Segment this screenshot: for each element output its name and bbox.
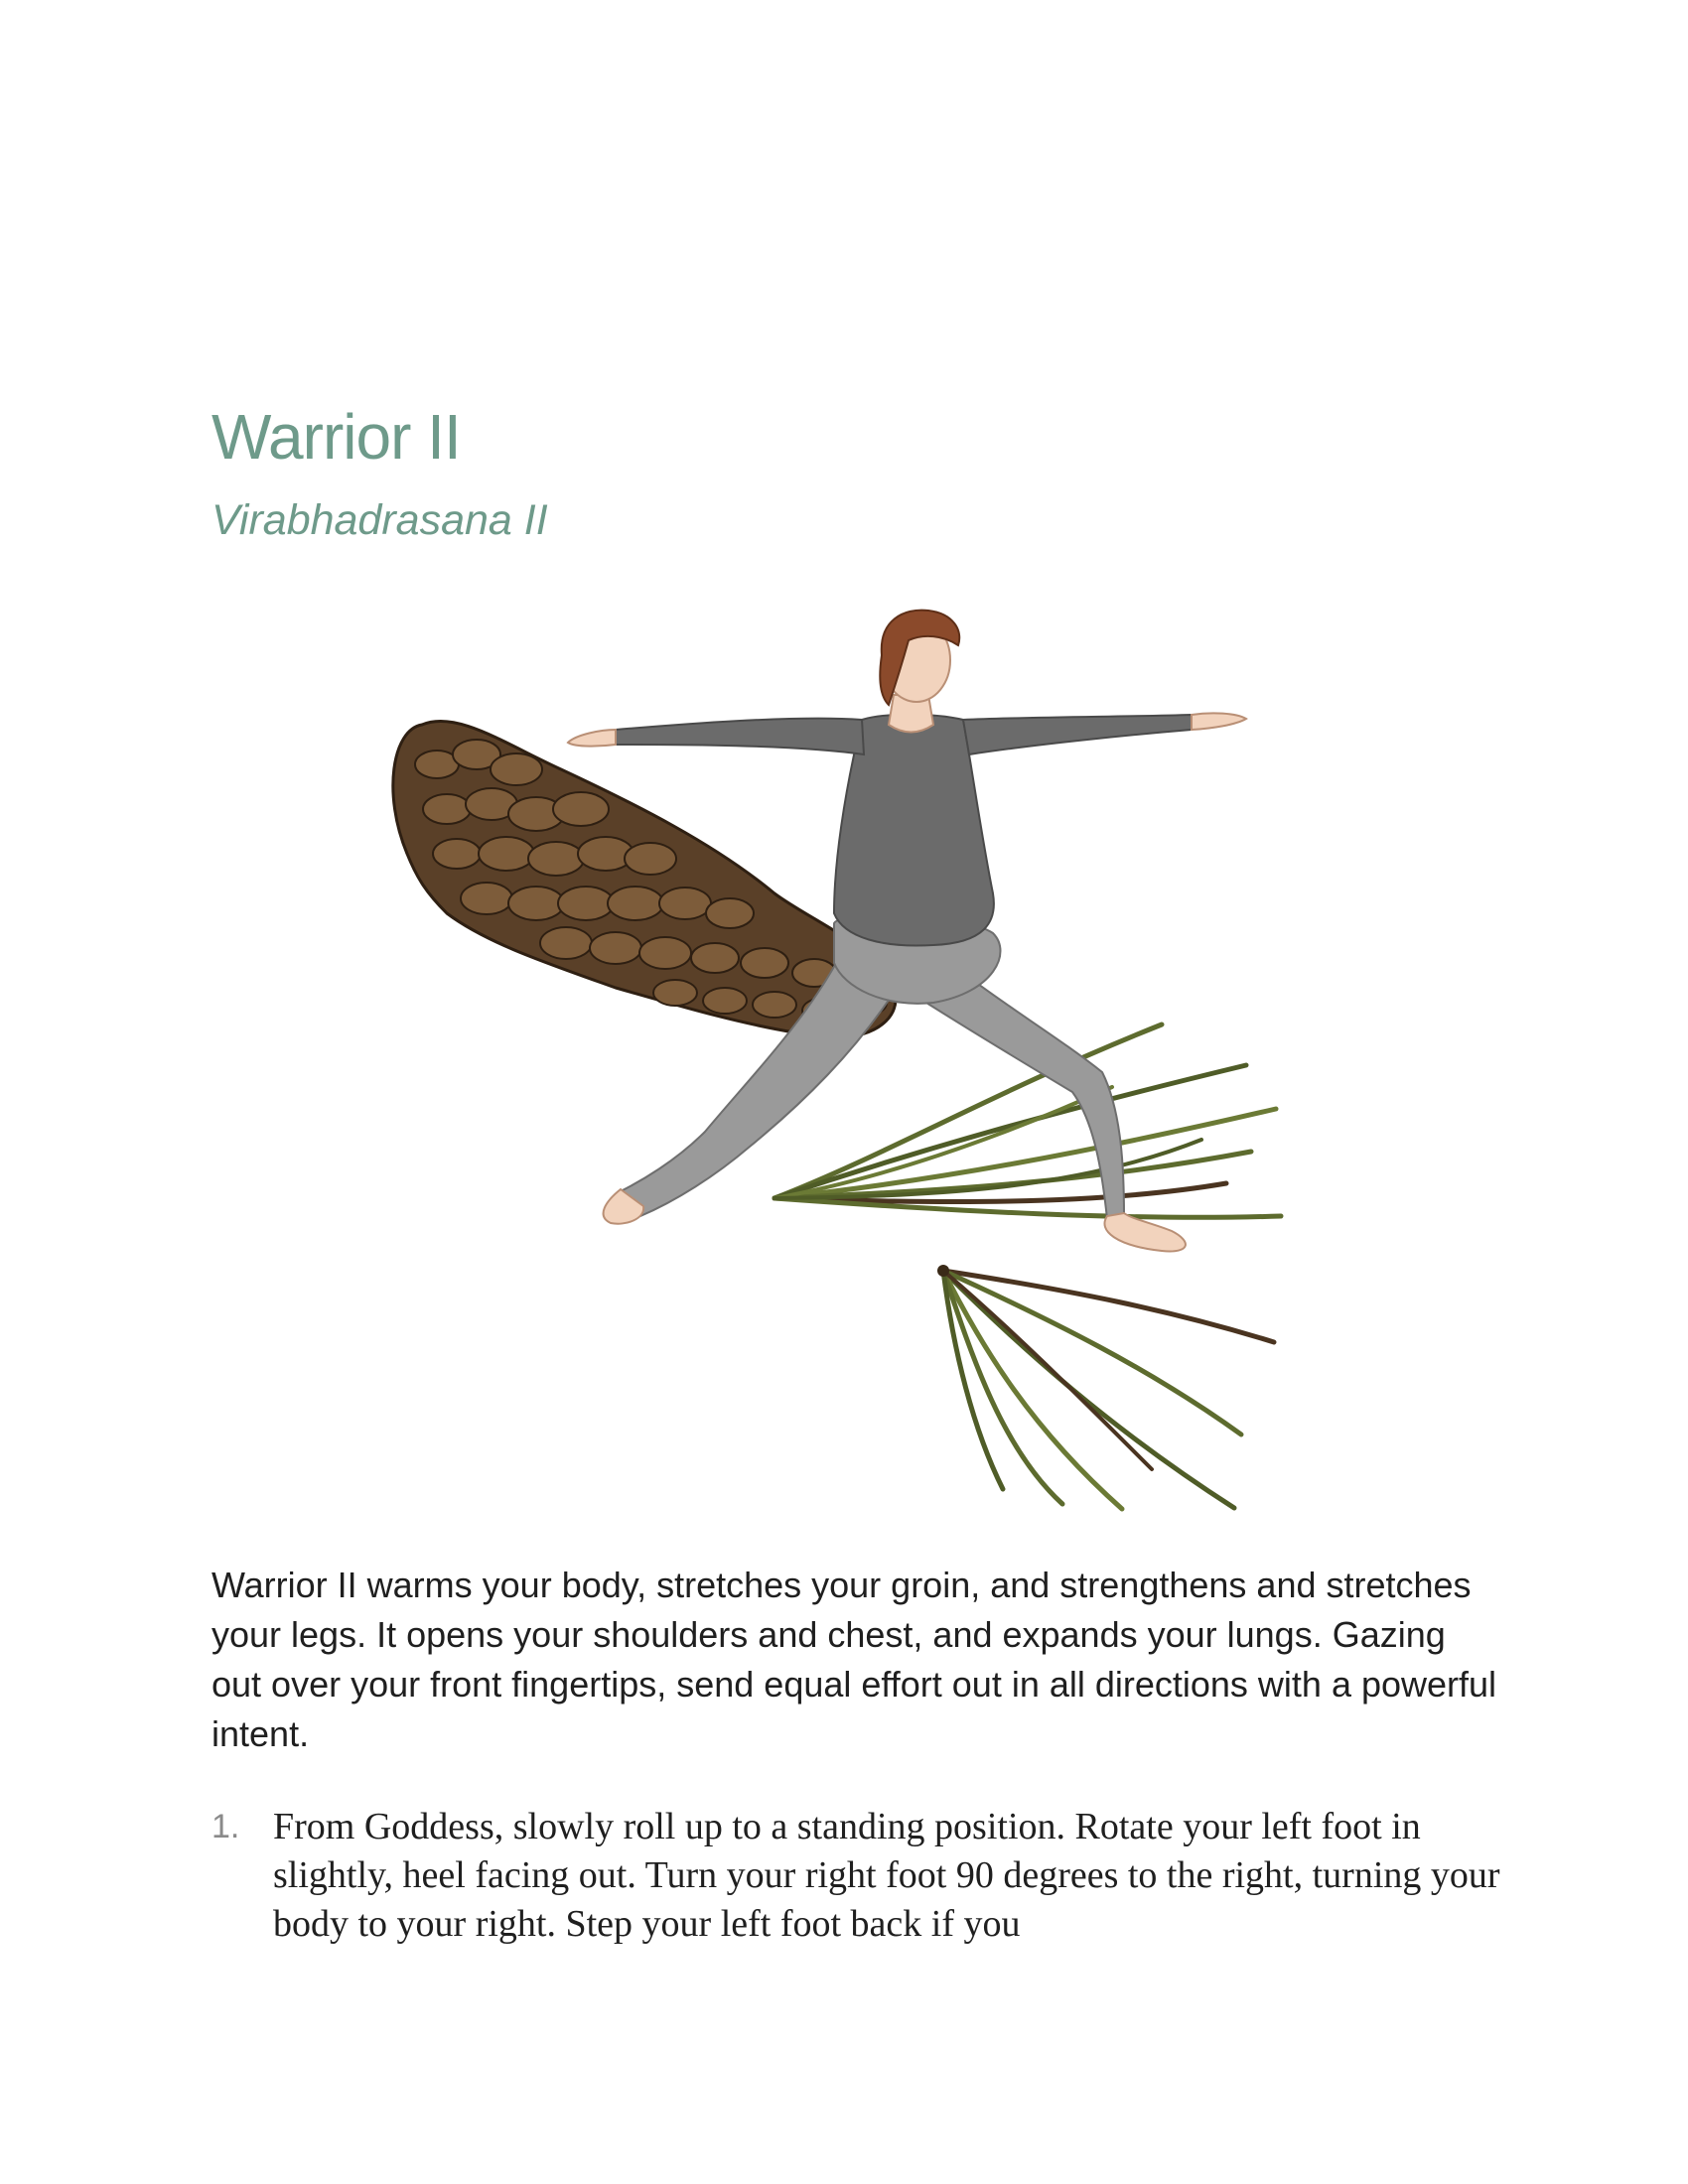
pose-description: Warrior II warms your body, stretches your groin, and strengthens and stretches your legs. It opens your shoulders and chest, and expands your lungs. Gazing out over your front fingertips, send equal effort out in all directions with a powerful intent.: [211, 1565, 1497, 1754]
pose-sanskrit-name: Virabhadrasana II: [211, 496, 548, 544]
warrior-ii-illustration: [377, 596, 1321, 1519]
pine-needles-icon: [937, 1265, 1274, 1509]
instruction-step: [211, 1803, 1502, 1949]
instruction-steps: [211, 1803, 1502, 1949]
pose-title: Warrior II: [211, 401, 461, 473]
step-text: From Goddess, slowly roll up to a standing position. Rotate your left foot in slightly, heel facing out. Turn your right foot 90 degrees to the right, turning your body to your right. Step your left foot back if you: [273, 1806, 1500, 1945]
step-number: 1.: [211, 1808, 240, 1845]
